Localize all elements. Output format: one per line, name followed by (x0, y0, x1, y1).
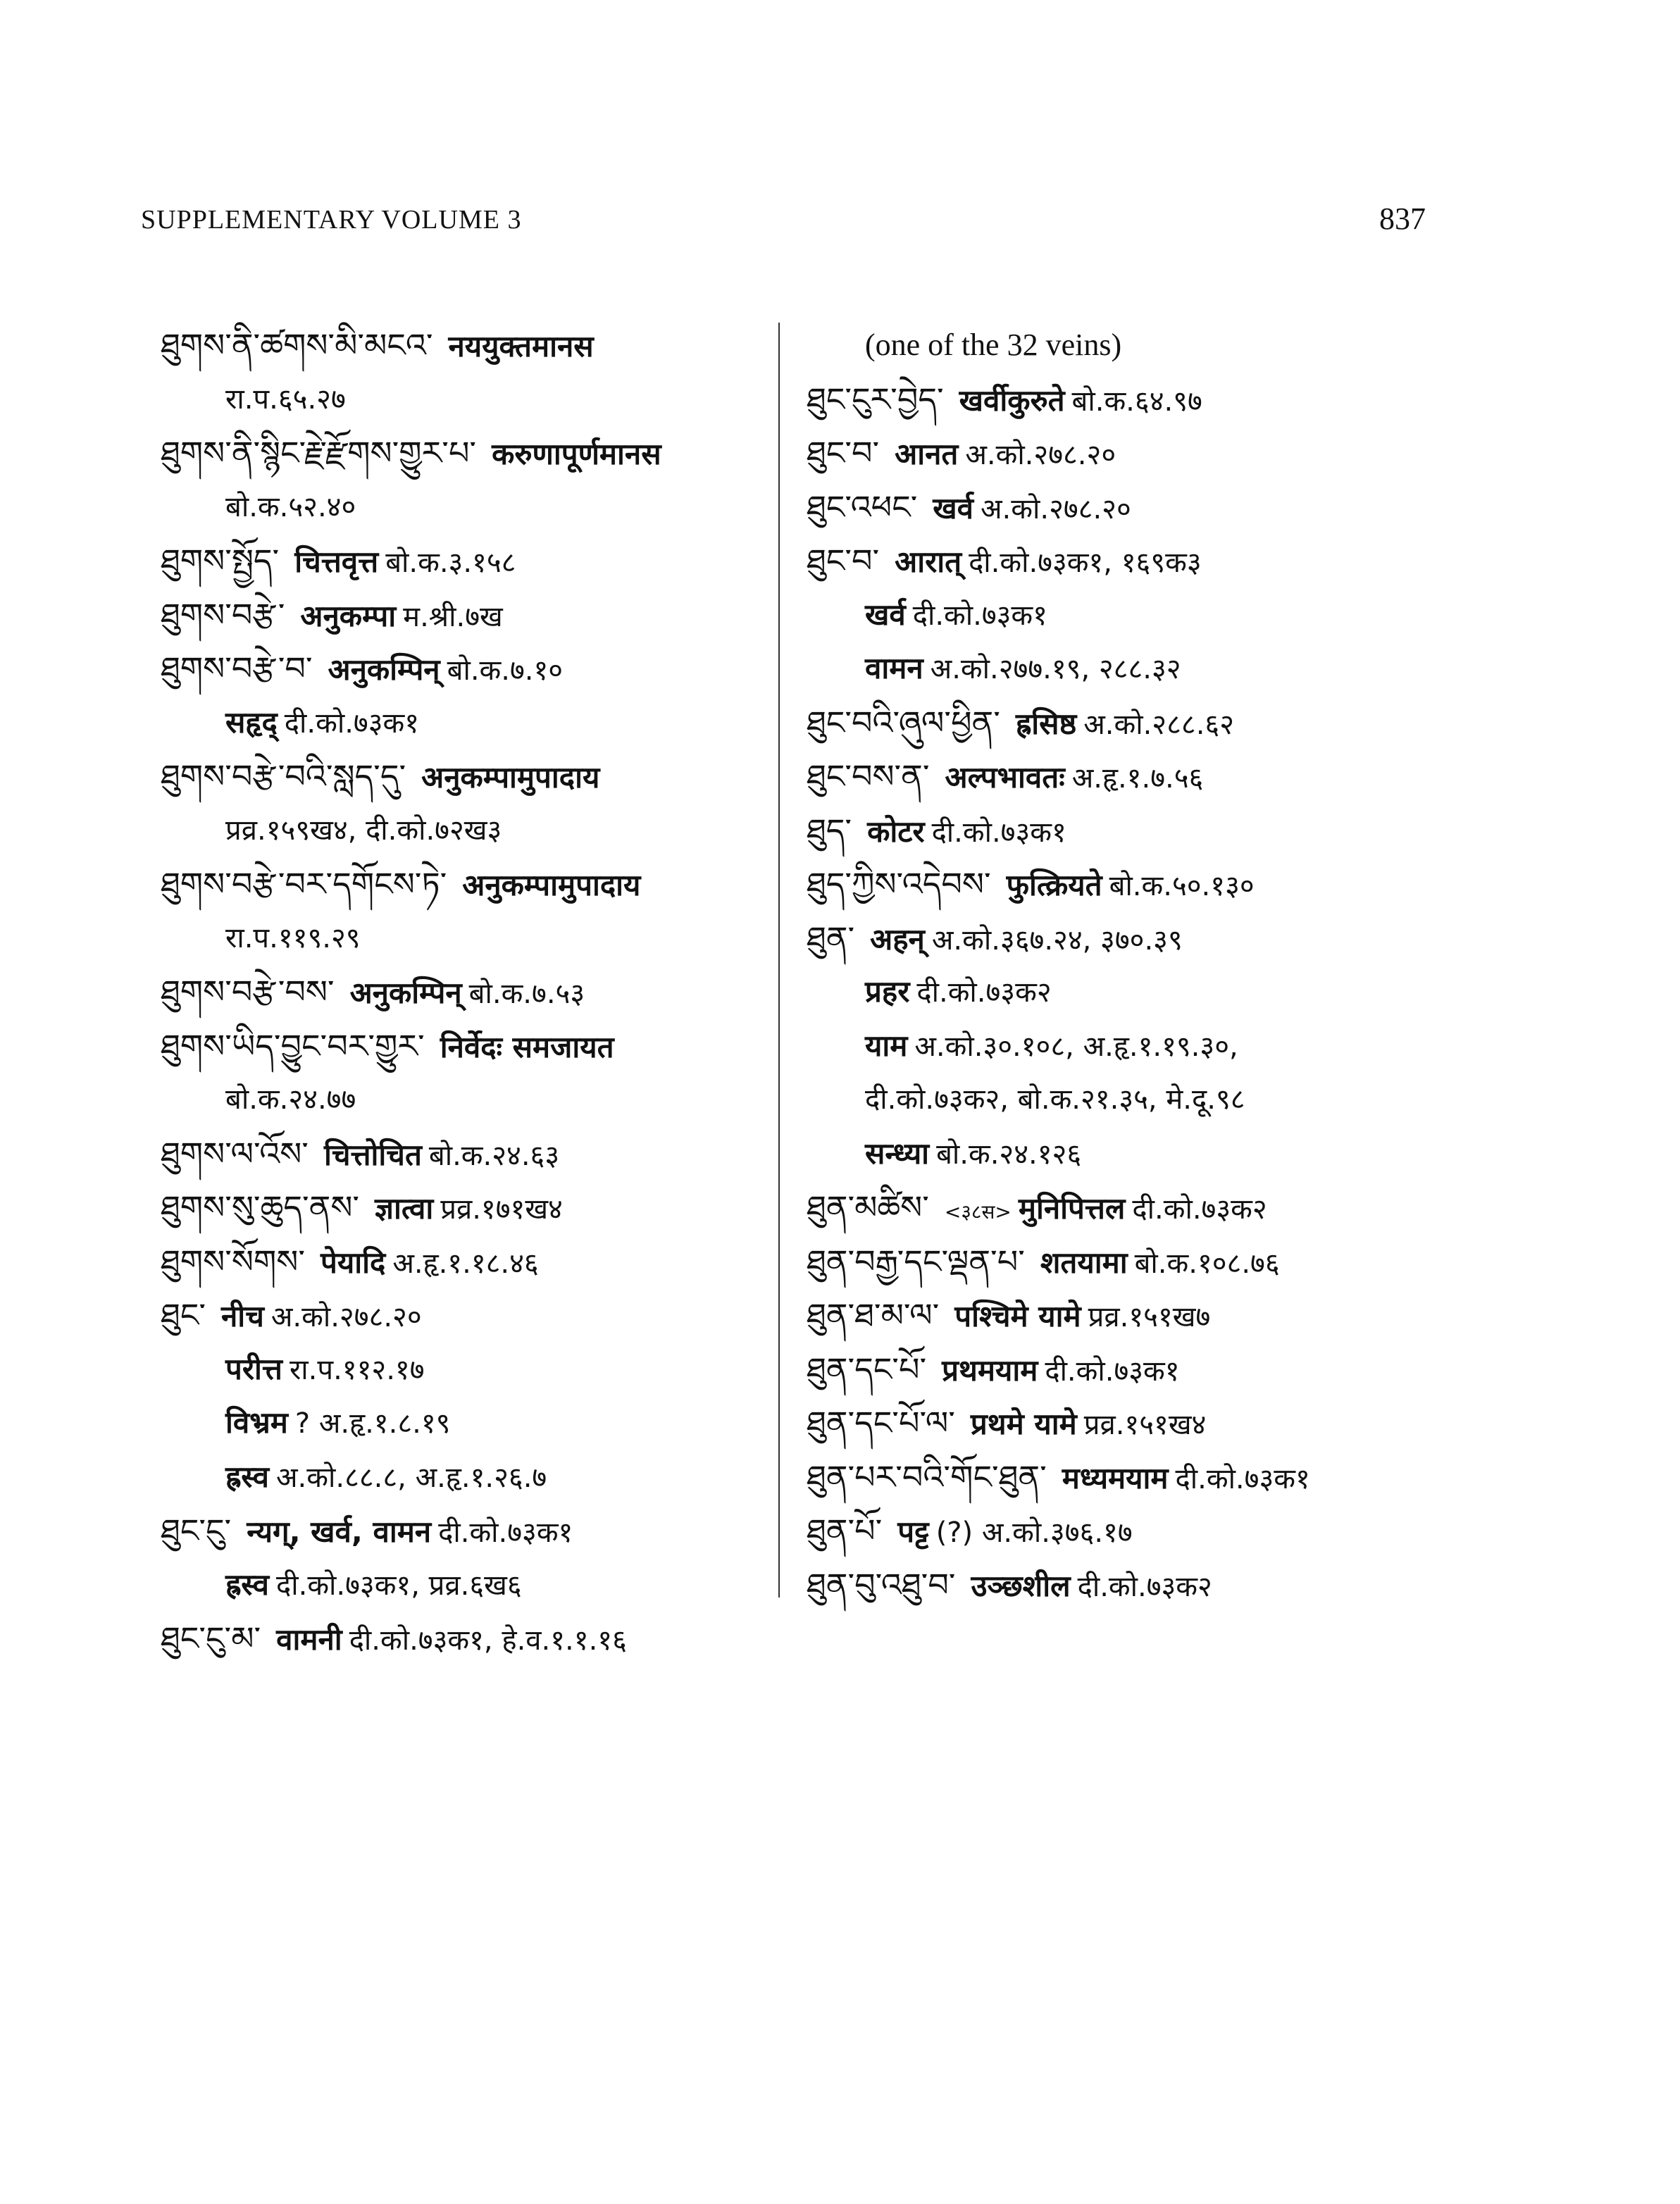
source-reference: दी.को.७३क२ (1077, 1570, 1212, 1603)
tibetan-headword: ཐུང་བ་ (807, 542, 880, 580)
tibetan-headword: ཐུང་བས་ན་ (807, 757, 930, 795)
sanskrit-equivalent: वामन (865, 651, 923, 685)
left-entry-line (161, 432, 668, 475)
tibetan-headword: ཐུགས་སོགས་ (161, 1242, 306, 1281)
source-reference: अ.हृ.१.७.५६ (1071, 762, 1204, 795)
tibetan-headword: ཐུན་དང་པོ་ (807, 1350, 927, 1388)
tibetan-headword: ཐུན་མཚིས་ (807, 1188, 929, 1226)
source-reference: अ.को.३०.१०८, अ.हृ.१.१९.३०, (914, 1030, 1238, 1063)
source-reference: प्रव्र.१५९ख४, दी.को.७२ख३ (225, 814, 502, 847)
left-entry-line (161, 540, 516, 584)
sanskrit-equivalent: परीत्त (225, 1351, 282, 1386)
tibetan-headword: ཐུང་བ་ (807, 434, 880, 472)
sanskrit-equivalent: अनुकम्पिन् (328, 652, 440, 687)
source-reference: दी.को.७३क२ (916, 976, 1052, 1009)
tibetan-headword: ཐུགས་བརྩེ་བར་དགོངས་ཏེ་ (161, 865, 447, 903)
sanskrit-equivalent: अल्पभावतः (945, 760, 1065, 795)
sanskrit-equivalent: खर्वीकुरुते (959, 382, 1065, 418)
left-entry-line (225, 1348, 425, 1391)
source-reference: रा.प.६५.२७ (225, 382, 346, 416)
source-reference: अ.को.२७८.२० (981, 492, 1131, 525)
source-reference: दी.को.७३क१ (1175, 1462, 1310, 1495)
tibetan-headword: ཐུད་ (807, 811, 852, 849)
sanskrit-equivalent: विभ्रम (225, 1405, 288, 1440)
sanskrit-equivalent: अहन् (870, 921, 925, 957)
right-entry-line (807, 1240, 1280, 1285)
right-entry-line (865, 1078, 1245, 1121)
sanskrit-equivalent: पेयादि (321, 1245, 386, 1280)
sanskrit-equivalent: कोटर (867, 814, 925, 849)
right-entry-line (865, 324, 1121, 366)
tibetan-headword: ཐུགས་བརྩེ་བས་ (161, 973, 335, 1011)
source-reference: म.श्री.७ख (403, 600, 503, 633)
source-reference: रा.प.११२.१७ (289, 1353, 425, 1386)
sanskrit-equivalent: ह्रस्व (225, 1567, 269, 1602)
left-entry-line (161, 1617, 627, 1662)
left-entry-line (161, 1509, 573, 1554)
tibetan-headword: ཐུང་ངུ་ (161, 1512, 232, 1550)
left-entry-line (225, 378, 346, 421)
sanskrit-equivalent: आनत (895, 437, 959, 471)
sanskrit-equivalent: शतयामा (1040, 1245, 1128, 1280)
tibetan-headword: ཐུན་བུ་འཐུ་བ་ (807, 1565, 956, 1604)
tibetan-headword: ཐུན་དང་པོ་ལ་ (807, 1404, 955, 1442)
tibetan-headword: ཐུན་པར་བའི་གོང་ཐུན་ (807, 1457, 1047, 1496)
tibetan-headword: ཐུང་འཕང་ (807, 487, 918, 526)
right-entry-line (865, 1133, 1081, 1176)
right-entry-line (807, 432, 1116, 476)
source-reference: बो.क.५०.१३० (1109, 870, 1255, 902)
right-entry-line (865, 1025, 1238, 1068)
sanskrit-equivalent: आरात् (895, 544, 962, 579)
left-entry-line (161, 647, 563, 692)
source-reference: ? अ.हृ.१.८.१९ (294, 1407, 451, 1440)
tibetan-headword: ཐུད་ཀྱིས་འདེབས་ (807, 865, 991, 903)
right-entry-line (807, 378, 1202, 423)
tibetan-headword: ཐུགས་སྤྱོད་ (161, 542, 280, 580)
sanskrit-equivalent: प्रथमे यामे (970, 1407, 1077, 1441)
running-title: SUPPLEMENTARY VOLUME 3 (141, 205, 522, 235)
tibetan-headword: ཐུན་ཐ་མ་ལ་ (807, 1296, 940, 1334)
sanskrit-equivalent: सन्ध्या (865, 1135, 930, 1171)
right-entry-line (807, 1294, 1210, 1338)
tibetan-headword: ཐུགས་བརྩེ་ (161, 595, 285, 634)
sanskrit-equivalent: सहृद् (225, 704, 278, 740)
source-reference: दी.को.७३क१, प्रव्र.६ख६ (276, 1569, 522, 1602)
sanskrit-equivalent: ज्ञात्वा (375, 1191, 434, 1226)
tibetan-headword: ཐུང་ངུ་མ་ (161, 1619, 261, 1657)
source-reference: दी.को.७३क१ (912, 599, 1047, 632)
source-reference: बो.क.६४.९७ (1071, 385, 1202, 418)
source-reference: प्रव्र.१५१ख७ (1088, 1301, 1211, 1333)
tibetan-headword: ཐུགས་ལ་འོས་ (161, 1134, 309, 1173)
column-divider (778, 323, 780, 1598)
source-reference: दी.को.७३क१, हे.व.१.१.१६ (349, 1624, 627, 1657)
tibetan-headword: ཐུགས་བརྩེ་བའི་སླད་དུ་ (161, 757, 406, 795)
source-reference: बो.क.५२.४० (225, 490, 356, 523)
tibetan-headword: ཐུགས་ཡིད་བྱུང་བར་གྱུར་ (161, 1026, 425, 1065)
tibetan-headword: ཐུགས་ནི་ཚགས་མི་མངའ་ (161, 326, 433, 364)
source-reference: दी.को.७३क१ (1045, 1355, 1180, 1388)
right-entry-line (807, 702, 1234, 746)
source-reference: (?) अ.को.३७६.१७ (935, 1517, 1133, 1549)
right-entry-line (807, 755, 1203, 799)
left-entry-line (161, 1186, 563, 1231)
sanskrit-equivalent: प्रहर (865, 974, 910, 1009)
source-reference: बो.क.२४.६३ (428, 1139, 560, 1172)
left-entry-line (225, 702, 419, 745)
source-reference: अ.को.२७८.२० (965, 439, 1116, 471)
sanskrit-equivalent: फुत्क्रियते (1006, 868, 1102, 902)
sanskrit-equivalent: अनुकम्पा (300, 598, 397, 633)
tibetan-headword: ཐུང་ (161, 1296, 206, 1334)
right-entry-line (865, 594, 1047, 637)
left-entry-line (225, 486, 356, 528)
source-reference: अ.को.२८८.६२ (1083, 708, 1235, 741)
right-entry-line (807, 917, 1183, 961)
source-reference: बो.क.२४.७७ (225, 1083, 356, 1116)
sanskrit-equivalent: अनुकम्पिन् (349, 976, 462, 1010)
source-reference: दी.को.७३क२, बो.क.२१.३५, मे.दू.९८ (865, 1083, 1245, 1116)
right-entry-line (807, 1348, 1180, 1393)
source-reference: बो.क.७.१० (447, 654, 564, 687)
sanskrit-equivalent: खर्व (933, 490, 973, 525)
sanskrit-equivalent: ह्रस्व (225, 1459, 269, 1494)
page-number: 837 (1379, 201, 1426, 236)
sanskrit-equivalent: न्यग्, खर्व, वामन (247, 1514, 432, 1549)
source-reference: दी.को.७३क१, १६९क३ (969, 547, 1202, 579)
sanskrit-equivalent: करुणापूर्णमानस (492, 437, 661, 471)
sanskrit-equivalent: निर्वेदः समजायत (440, 1029, 614, 1064)
sanskrit-equivalent: मुनिपित्तल (1018, 1191, 1126, 1226)
tibetan-headword: ཐུགས་ནི་སྙིང་རྗེ་རྫོགས་གྱུར་པ་ (161, 434, 477, 472)
tibetan-headword: ཐུགས་སུ་ཆུད་ནས་ (161, 1188, 360, 1226)
tibetan-headword: ཐུན་པོ་ (807, 1512, 883, 1550)
source-reference: बो.क.२४.१२६ (936, 1138, 1082, 1171)
sanskrit-equivalent: पट्ट (897, 1514, 929, 1549)
left-entry-line (161, 324, 601, 368)
source-reference: प्रव्र.१५१ख४ (1083, 1409, 1207, 1441)
sanskrit-equivalent: खर्व (865, 597, 906, 632)
source-reference: दी.को.७३क१ (931, 816, 1066, 849)
right-entry-line (807, 1402, 1206, 1446)
right-entry-line (865, 647, 1181, 690)
right-entry-line (807, 1509, 1133, 1554)
right-entry-line (865, 971, 1052, 1014)
sanskrit-equivalent: अनुकम्पामुपादाय (421, 760, 600, 795)
source-reference: दी.को.७३क१ (284, 706, 420, 740)
left-entry-line (225, 1564, 522, 1607)
sanskrit-equivalent: पश्चिमे यामे (954, 1299, 1081, 1333)
tibetan-headword: ཐུང་ངུར་བྱེད་ (807, 380, 944, 418)
source-reference: प्रव्र.१७१ख४ (440, 1193, 563, 1226)
source-reference: बो.क.३.१५८ (385, 547, 516, 579)
source-reference: अ.को.२७७.१९, २८८.३२ (930, 653, 1181, 685)
left-entry-line (161, 1133, 559, 1177)
sanskrit-equivalent: चित्तवृत्त (294, 544, 379, 579)
sanskrit-equivalent: नययुक्तमानस (448, 329, 594, 363)
left-entry-line (225, 917, 361, 959)
source-reference: अ.को.३६७.२४, ३७०.३९ (931, 923, 1183, 957)
source-reference: दी.को.७३क२ (1132, 1193, 1267, 1226)
source-reference: बो.क.१०८.७६ (1134, 1247, 1280, 1280)
tibetan-headword: ཐུང་བའི་ཞུལ་ཕྱིན་ (807, 703, 1000, 742)
right-entry-line (807, 1564, 1212, 1608)
right-entry-line (807, 540, 1202, 584)
sanskrit-equivalent: प्रथमयाम (942, 1352, 1038, 1388)
sanskrit-equivalent: याम (865, 1028, 908, 1063)
sanskrit-equivalent: वामनी (276, 1622, 342, 1657)
left-entry-line (161, 755, 606, 799)
right-entry-line (807, 1186, 1267, 1233)
sanskrit-equivalent: उञ्छशील (971, 1568, 1071, 1603)
source-reference: अ.हृ.१.१८.४६ (392, 1247, 539, 1280)
left-entry-line (225, 1456, 547, 1499)
source-reference: दी.को.७३क१ (438, 1517, 573, 1549)
source-tag: <३८स> (944, 1200, 1012, 1224)
right-entry-line (807, 809, 1066, 854)
left-entry-line (161, 1240, 539, 1285)
source-reference: बो.क.७.५३ (468, 978, 585, 1010)
left-entry-line (225, 1078, 356, 1121)
sanskrit-equivalent: नीच (221, 1299, 264, 1333)
source-reference: अ.को.२७८.२० (270, 1301, 422, 1333)
tibetan-headword: ཐུགས་བརྩེ་བ་ (161, 649, 313, 687)
left-entry-line (161, 971, 585, 1015)
sanskrit-equivalent: चित्तोचित (323, 1137, 422, 1172)
tibetan-headword: ཐུན་ (807, 919, 855, 957)
left-entry-line (161, 863, 647, 907)
sanskrit-equivalent: ह्रसिष्ठ (1015, 706, 1077, 741)
left-entry-line (225, 1402, 450, 1445)
english-gloss: (one of the 32 veins) (865, 328, 1122, 362)
sanskrit-equivalent: अनुकम्पामुपादाय (462, 868, 641, 902)
right-entry-line (807, 863, 1255, 907)
sanskrit-equivalent: मध्यमयाम (1062, 1460, 1169, 1495)
left-entry-line (161, 594, 503, 638)
left-entry-line (161, 1294, 422, 1338)
source-reference: रा.प.११९.२९ (225, 921, 361, 954)
left-entry-line (225, 809, 502, 852)
left-entry-line (161, 1025, 621, 1069)
tibetan-headword: ཐུན་བརྒྱ་དང་ལྡན་པ་ (807, 1242, 1025, 1281)
right-entry-line (807, 1456, 1310, 1500)
right-entry-line (807, 486, 1131, 530)
source-reference: अ.को.८८.८, अ.हृ.१.२६.७ (276, 1461, 547, 1494)
